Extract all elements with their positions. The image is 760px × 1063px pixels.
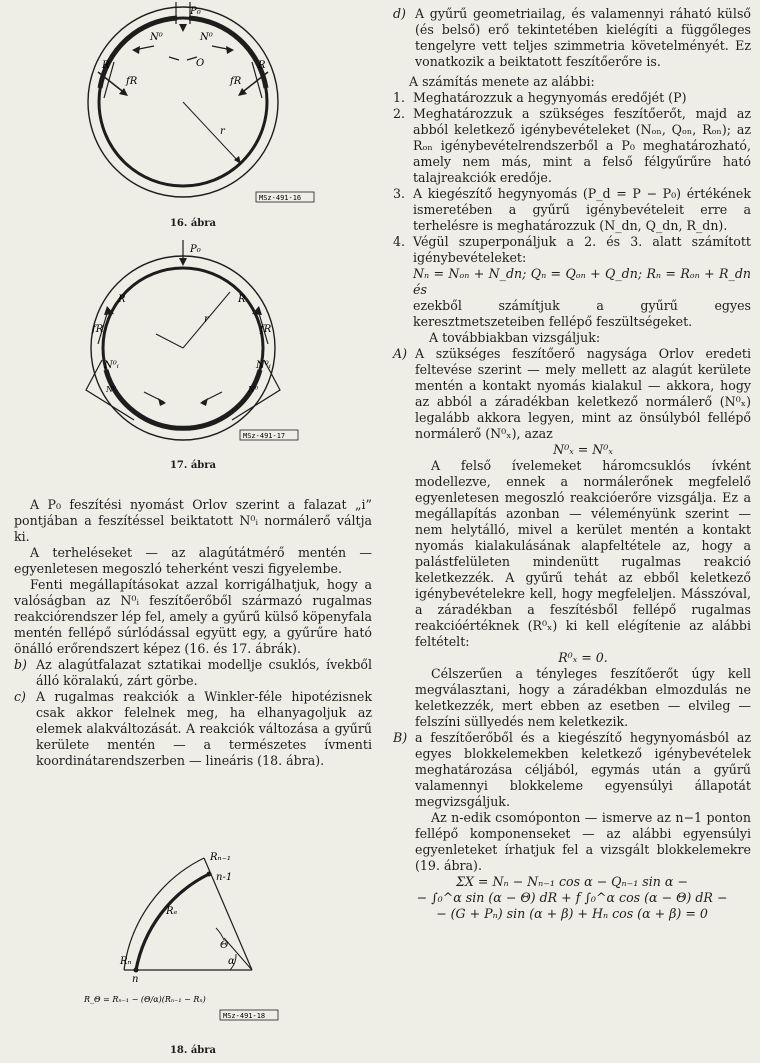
figure-17-label-r-right: R (238, 294, 246, 305)
figure-18-label-alpha: α (228, 956, 235, 967)
figure-18-stamp: MSz-491-18 (223, 1012, 266, 1020)
further-heading: A továbbiakban vizsgáljuk: (429, 330, 601, 345)
left-item-b (14, 657, 372, 689)
step-4-equation: Nₙ = Nₒₙ + N_dn; Qₙ = Qₒₙ + Q_dn; Rₙ = Rₒₙ + R_dn és (413, 266, 751, 297)
right-item-b-text: a feszítőerőből és a kiegészítő hegynyomásból az egyes blokkelemekben keletkező igénybevételek meghatározása céljából, egymás után a gyűrű valamennyi blokkeleme egyensúlyi állapotát megvizsgáljuk. (415, 730, 751, 809)
figure-17 (34, 240, 334, 445)
step-3 (393, 186, 751, 234)
step-2-text: Meghatározzuk a szükséges feszítőerőt, majd az abból keletkező igénybevételeket (Nₒₙ, Qₒₙ, Rₒₙ); az Rₒₙ igénybevételrendszerből a P₀ meghatározható, amely nem más, mint a felső félgyűrűre ható talajreakciók eredője. (413, 106, 751, 185)
right-item-a-paragraph-2: A felső ívelemeket háromcsuklós ívként modellezve, ennek a normálerőnek megfelelő egyenletesen megoszló reakcióerőre vizsgálja. Ez a megállapítás azonban — véleményünk szerint — nem helytálló, mivel a kerület mentén a kontakt nyomás kialakulásának alapfeltétele az, hogy a palástfelületen mindenütt rugalmas reakció keletkezzék. A gyűrű tehát az ebből keletkező igénybevételekre kell, hogy megfeleljen. Másszóval, a záradékban a feszítésből fellépő rugalmas reakcióértéknek (R⁰ₓ) ki kell elégítenie az alábbi feltételt: (415, 458, 751, 649)
left-item-b-text: Az alagútfalazat sztatikai modellje csuklós, ívekből álló köralakú, zárt görbe. (36, 657, 372, 688)
left-item-c (14, 689, 372, 769)
left-item-c-marker: c) (14, 689, 26, 704)
figure-17-caption: 17. ábra (169, 460, 217, 471)
step-4-text: Végül szuperponáljuk a 2. és 3. alatt számított igénybevételeket: (413, 234, 751, 265)
step-1-marker: 1. (393, 90, 406, 105)
figure-17-label-p0: P₀ (190, 244, 201, 255)
figure-17-stamp: MSz-491-17 (243, 432, 286, 440)
figure-16-label-r-right: R (258, 60, 266, 71)
step-4-after: ezekből számítjuk a gyűrű egyes keresztmetszeteiben fellépő feszültségeket. (413, 298, 751, 329)
figure-17-label-r-left: R (118, 294, 126, 305)
figure-18-label-n1: n-1 (216, 872, 233, 883)
figure-18-label-theta: Θ (220, 940, 229, 951)
step-2 (393, 106, 751, 186)
figure-16-drawing (34, 2, 334, 207)
figure-18 (84, 850, 284, 1030)
right-item-a-paragraph-3: Célszerűen a tényleges feszítőerőt úgy kell megválasztani, hogy a záradékban elmozdulás ne keletkezzék, mert ebben az esetben — elvileg — felszíni süllyedés nem keletkezik. (415, 666, 751, 729)
figure-17-label-fr-right: fR (260, 324, 272, 335)
left-paragraph-1: A P₀ feszítési nyomást Orlov szerint a falazat „i” pontjában a feszítéssel beiktatott N⁰ᵢ normálerő váltja ki. (14, 497, 372, 544)
equation-r0: R⁰ₓ = 0. (558, 650, 608, 665)
figure-18-formula: R_Θ = Rₙ₋₁ − (Θ/α)(Rₙ₋₁ − Rₙ) (84, 995, 206, 1004)
right-item-d-marker: d) (393, 6, 406, 21)
left-item-c-text: A rugalmas reakciók a Winkler-féle hipotézisnek csak akkor felelnek meg, ha elhanyagoljuk az elemek alakváltozását. A reakciók változása a gyűrű kerülete mentén — a természetes ívmenti koordinátarendszerben — lineáris (18. ábra). (36, 689, 372, 768)
figure-16-label-fr-left: fR (126, 76, 138, 87)
step-1-text: Meghatározzuk a hegynyomás eredőjét (P) (413, 90, 687, 105)
figure-18-label-n: n (132, 974, 139, 985)
figure-16-label-n0-left: N⁰ (150, 32, 163, 43)
right-item-a (393, 346, 751, 730)
figure-16-label-p0: P₀ (190, 6, 201, 17)
figure-16-label-o: O (196, 58, 205, 69)
figure-17-label-np-right: N⁰ (248, 385, 259, 394)
right-item-a-text: A szükséges feszítőerő nagysága Orlov eredeti feltevése szerint — mely mellett az alagút kerülete mentén a kontakt nyomás kialakul — akkora, hogy az abból a záradékban keletkező normálerő (N⁰ₓ) legalább akkora legyen, mint az önsúlyból fellépő normálerő (N⁰ₓ), azaz (415, 346, 751, 441)
equation-sum-x-line-2: − ∫₀^α sin (α − Θ) dR + f ∫₀^α cos (α − Θ) dR − (416, 890, 728, 905)
step-2-marker: 2. (393, 106, 406, 121)
figure-17-label-np-left: N⁰ (106, 385, 117, 394)
figure-16-label-n0-right: N⁰ (200, 32, 213, 43)
right-text-block (393, 6, 751, 922)
step-3-marker: 3. (393, 186, 406, 201)
step-4-marker: 4. (393, 234, 406, 249)
figure-16-label-radius: r (220, 126, 225, 137)
figure-18-label-re: Rₑ (166, 906, 178, 917)
right-item-a-marker: A) (393, 346, 408, 361)
figure-18-label-rn1: Rₙ₋₁ (210, 852, 231, 863)
figure-18-caption: 18. ábra (169, 1045, 217, 1056)
right-intro: A számítás menete az alábbi: (409, 74, 595, 89)
right-item-b (393, 730, 751, 874)
figure-18-label-rn: Rₙ (120, 956, 132, 967)
figure-16-stamp: MSz-491-16 (259, 194, 302, 202)
equation-n0: N⁰ₓ = N⁰ₓ (553, 442, 613, 457)
equation-sum-x-line-3: − (G + Pₙ) sin (α + β) + Hₙ cos (α + β) = 0 (436, 906, 708, 921)
figure-16-label-fr-right: fR (230, 76, 242, 87)
right-item-b-marker: B) (393, 730, 408, 745)
right-item-b-paragraph-2: Az n-edik csomóponton — ismerve az n−1 ponton fellépő komponenseket — az alábbi egyensúlyi egyenleteket írhatjuk fel a vizsgált blokkelemekre (19. ábra). (415, 810, 751, 873)
figure-16-caption: 16. ábra (169, 218, 217, 229)
right-item-d-text: A gyűrű geometriailag, és valamennyi ráható külső (és belső) erő tekintetében kielégíti a függőleges tengelyre vett teljes szimmetria követelményét. Ez vonatkozik a beiktatott feszítőerőre is. (415, 6, 751, 69)
left-item-b-marker: b) (14, 657, 27, 672)
left-paragraph-2: A terheléseket — az alagútátmérő mentén — egyenletesen megoszló teherként veszi figyelembe. (14, 545, 372, 576)
step-4 (393, 234, 751, 346)
figure-17-label-n-right: N⁰ᵢ (256, 360, 271, 371)
right-item-d (393, 6, 751, 70)
left-text-block (14, 497, 372, 769)
step-3-text: A kiegészítő hegynyomás (P_d = P − P₀) értékének ismeretében a gyűrű igénybevételeit erre a terhelésre is meghatározzuk (N_dn, Q_dn, R_dn). (413, 186, 751, 233)
figure-16 (34, 2, 334, 207)
figure-17-label-radius: r (204, 314, 209, 325)
figure-18-drawing (84, 850, 284, 1030)
step-1 (393, 90, 751, 106)
equation-sum-x-line-1: ΣX = Nₙ − Nₙ₋₁ cos α − Qₙ₋₁ sin α − (456, 874, 688, 889)
figure-17-label-n-left: N⁰ᵢ (104, 360, 119, 371)
figure-17-drawing (34, 240, 334, 445)
figure-16-label-r-left: R (102, 60, 110, 71)
figure-17-label-fr-left: fR (92, 324, 104, 335)
left-paragraph-3: Fenti megállapításokat azzal korrigálhatjuk, hogy a valóságban az N⁰ᵢ feszítőerőből származó rugalmas reakciórendszer lép fel, amely a gyűrű külső köpenyfala mentén fellépő súrlódással együtt egy, a gyűrűre ható önálló erőrendszert képez (16. és 17. ábrák). (14, 577, 372, 656)
